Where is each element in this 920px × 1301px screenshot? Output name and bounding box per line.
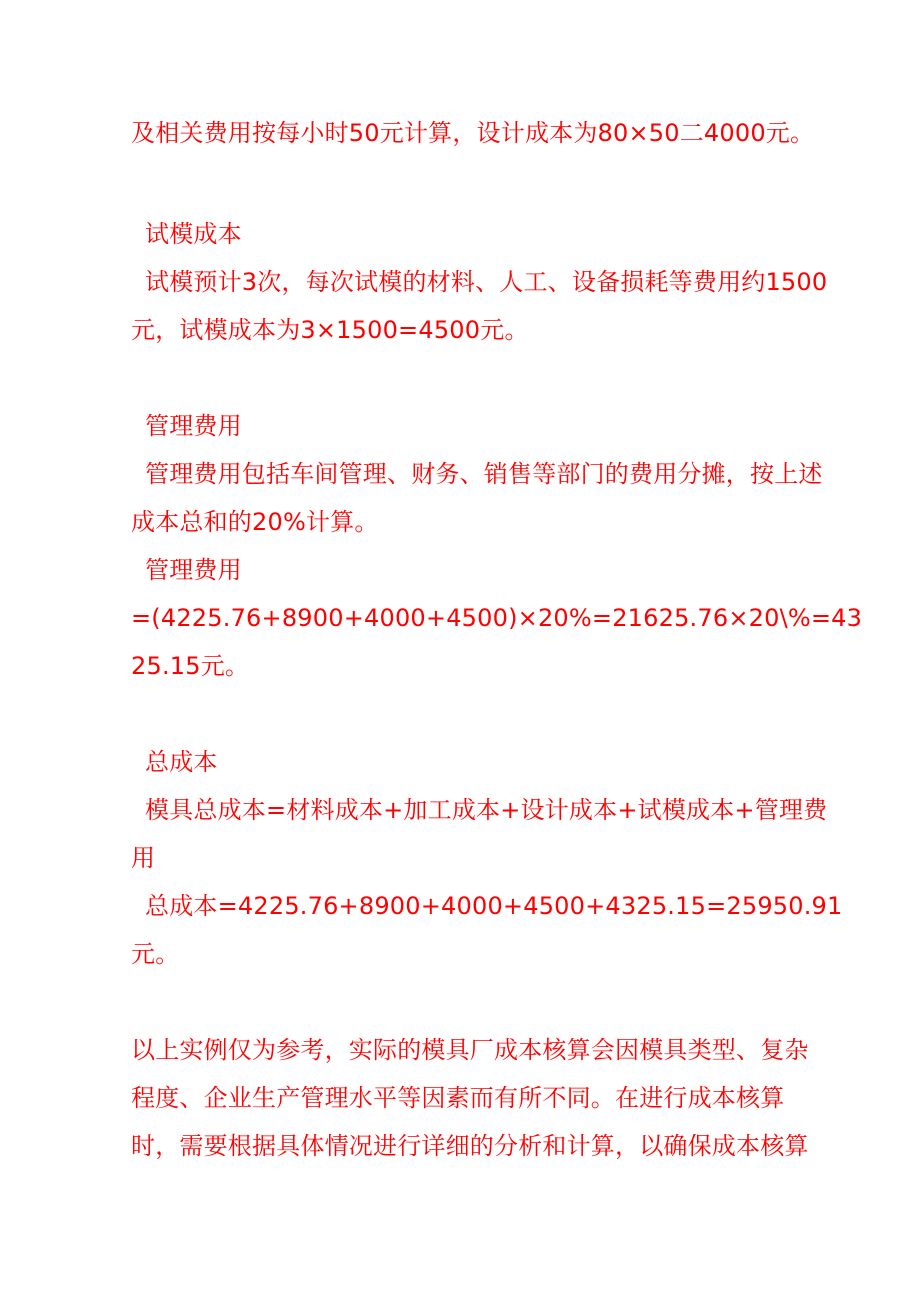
text-line-design-cost: 及相关费用按每小时50元计算，设计成本为80×50二4000元。 xyxy=(131,119,815,147)
text-line-management-fee-1: 管理费用包括车间管理、财务、销售等部门的费用分摊，按上述 xyxy=(145,460,823,488)
text-line-conclusion-3: 时，需要根据具体情况进行详细的分析和计算，以确保成本核算 xyxy=(131,1132,809,1160)
text-line-management-fee-formula-2: 25.15元。 xyxy=(131,652,250,680)
text-line-total-cost-1: 模具总成本=材料成本+加工成本+设计成本+试模成本+管理费 xyxy=(145,796,828,824)
text-line-total-cost-formula-2: 元。 xyxy=(131,940,180,968)
heading-trial-mold-cost: 试模成本 xyxy=(145,220,242,248)
text-line-total-cost-2: 用 xyxy=(131,844,156,872)
text-line-trial-mold-2: 元，试模成本为3×1500=4500元。 xyxy=(131,316,529,344)
text-line-management-fee-label: 管理费用 xyxy=(145,556,242,584)
text-line-conclusion-2: 程度、企业生产管理水平等因素而有所不同。在进行成本核算 xyxy=(131,1084,785,1112)
text-line-trial-mold-1: 试模预计3次，每次试模的材料、人工、设备损耗等费用约1500 xyxy=(145,268,828,296)
text-line-conclusion-1: 以上实例仅为参考，实际的模具厂成本核算会因模具类型、复杂 xyxy=(131,1036,809,1064)
text-line-management-fee-2: 成本总和的20%计算。 xyxy=(131,508,379,536)
text-line-management-fee-formula-1: =(4225.76+8900+4000+4500)×20%=21625.76×20\%=43 xyxy=(131,604,863,632)
heading-management-fee: 管理费用 xyxy=(145,412,242,440)
text-line-total-cost-formula-1: 总成本=4225.76+8900+4000+4500+4325.15=25950.91 xyxy=(145,892,843,920)
heading-total-cost: 总成本 xyxy=(145,748,218,776)
